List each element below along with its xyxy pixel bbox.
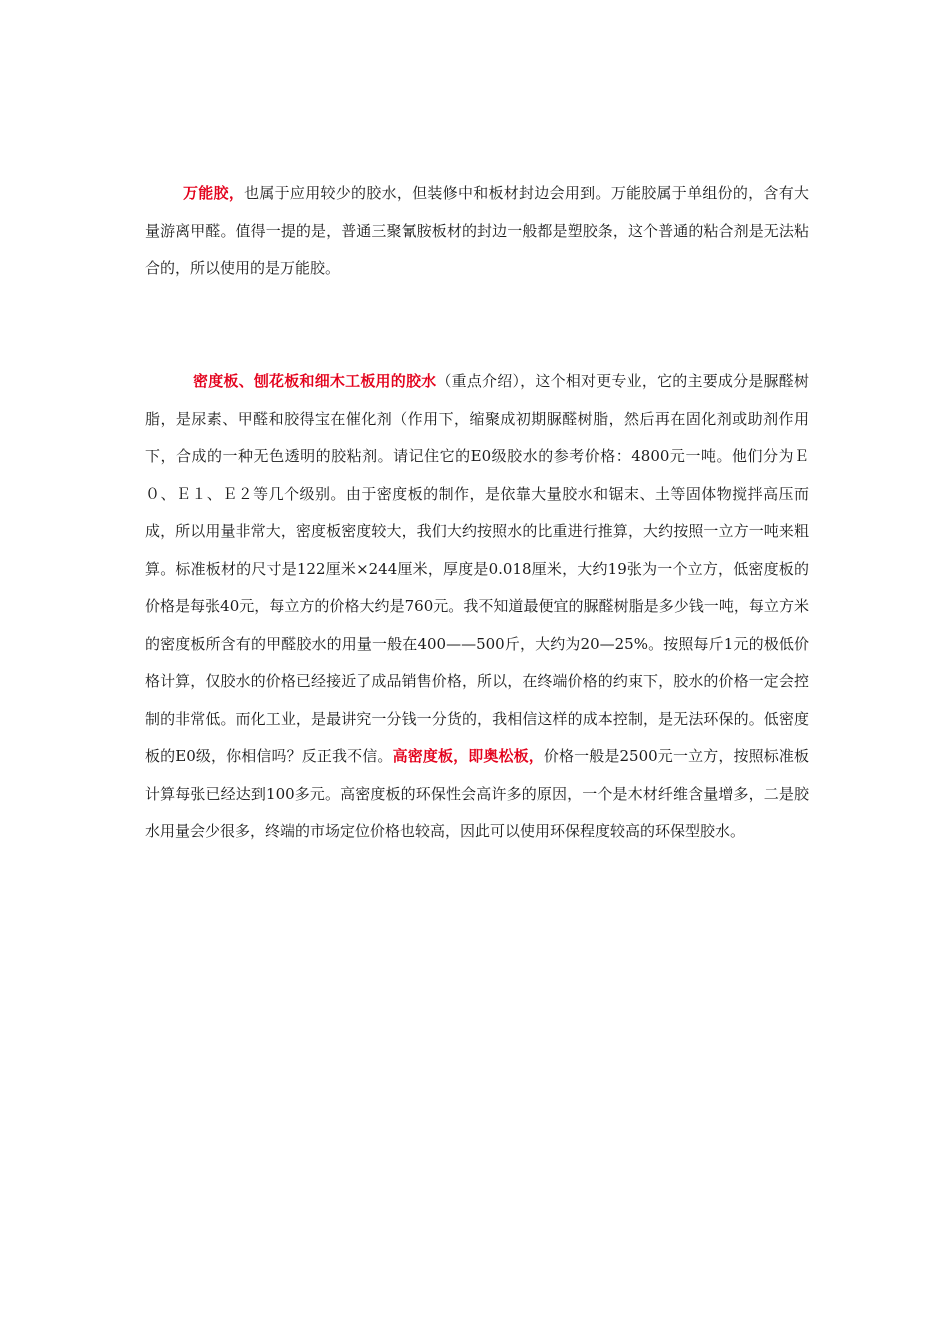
paragraph-board-glue (145, 363, 809, 851)
highlight-high-density-board: 高密度板，即奥松板， (392, 747, 544, 765)
highlight-universal-glue: 万能胶， (183, 184, 245, 202)
highlight-board-glue: 密度板、刨花板和细木工板用的胶水 (193, 372, 437, 390)
paragraph-text: （重点介绍），这个相对更专业，它的主要成分是脲醛树脂，是尿素、甲醛和胶得宝在催化剂（作用下，缩聚成初期脲醛树脂，然后再在固化剂或助剂作用下，合成的一种无色透明的胶粘剂。请记住它的E0级胶水的参考价格：4800元一吨。他们分为Ｅ０、Ｅ１、Ｅ２等几个级别。由于密度板的制作，是依靠大量胶水和锯末、土等固体物搅拌高压而成，所以用量非常大，密度板密度较大，我们大约按照水的比重进行推算，大约按照一立方一吨来粗算。标准板材的尺寸是122厘米×244厘米，厚度是0.018厘米，大约19张为一个立方，低密度板的价格是每张40元，每立方的价格大约是760元。我不知道最便宜的脲醛树脂是多少钱一吨，每立方米的密度板所含有的甲醛胶水的用量一般在400——500斤，大约为20—25%。按照每斤1元的极低价格计算，仅胶水的价格已经接近了成品销售价格，所以，在终端价格的约束下，胶水的价格一定会控制的非常低。而化工业，是最讲究一分钱一分货的，我相信这样的成本控制，是无法环保的。低密度板的E0级，你相信吗？反正我不信。 (145, 372, 809, 765)
paragraph-universal-glue (145, 175, 809, 288)
paragraph-text: 也属于应用较少的胶水，但装修中和板材封边会用到。万能胶属于单组份的，含有大量游离甲醛。值得一提的是，普通三聚氰胺板材的封边一般都是塑胶条，这个普通的粘合剂是无法粘合的，所以使用的是万能胶。 (145, 184, 809, 277)
paragraph-text: 价格一般是2500元一立方，按照标准板计算每张已经达到100多元。高密度板的环保性会高许多的原因，一个是木材纤维含量增多，二是胶水用量会少很多，终端的市场定位价格也较高，因此可以使用环保程度较高的环保型胶水。 (145, 747, 809, 840)
